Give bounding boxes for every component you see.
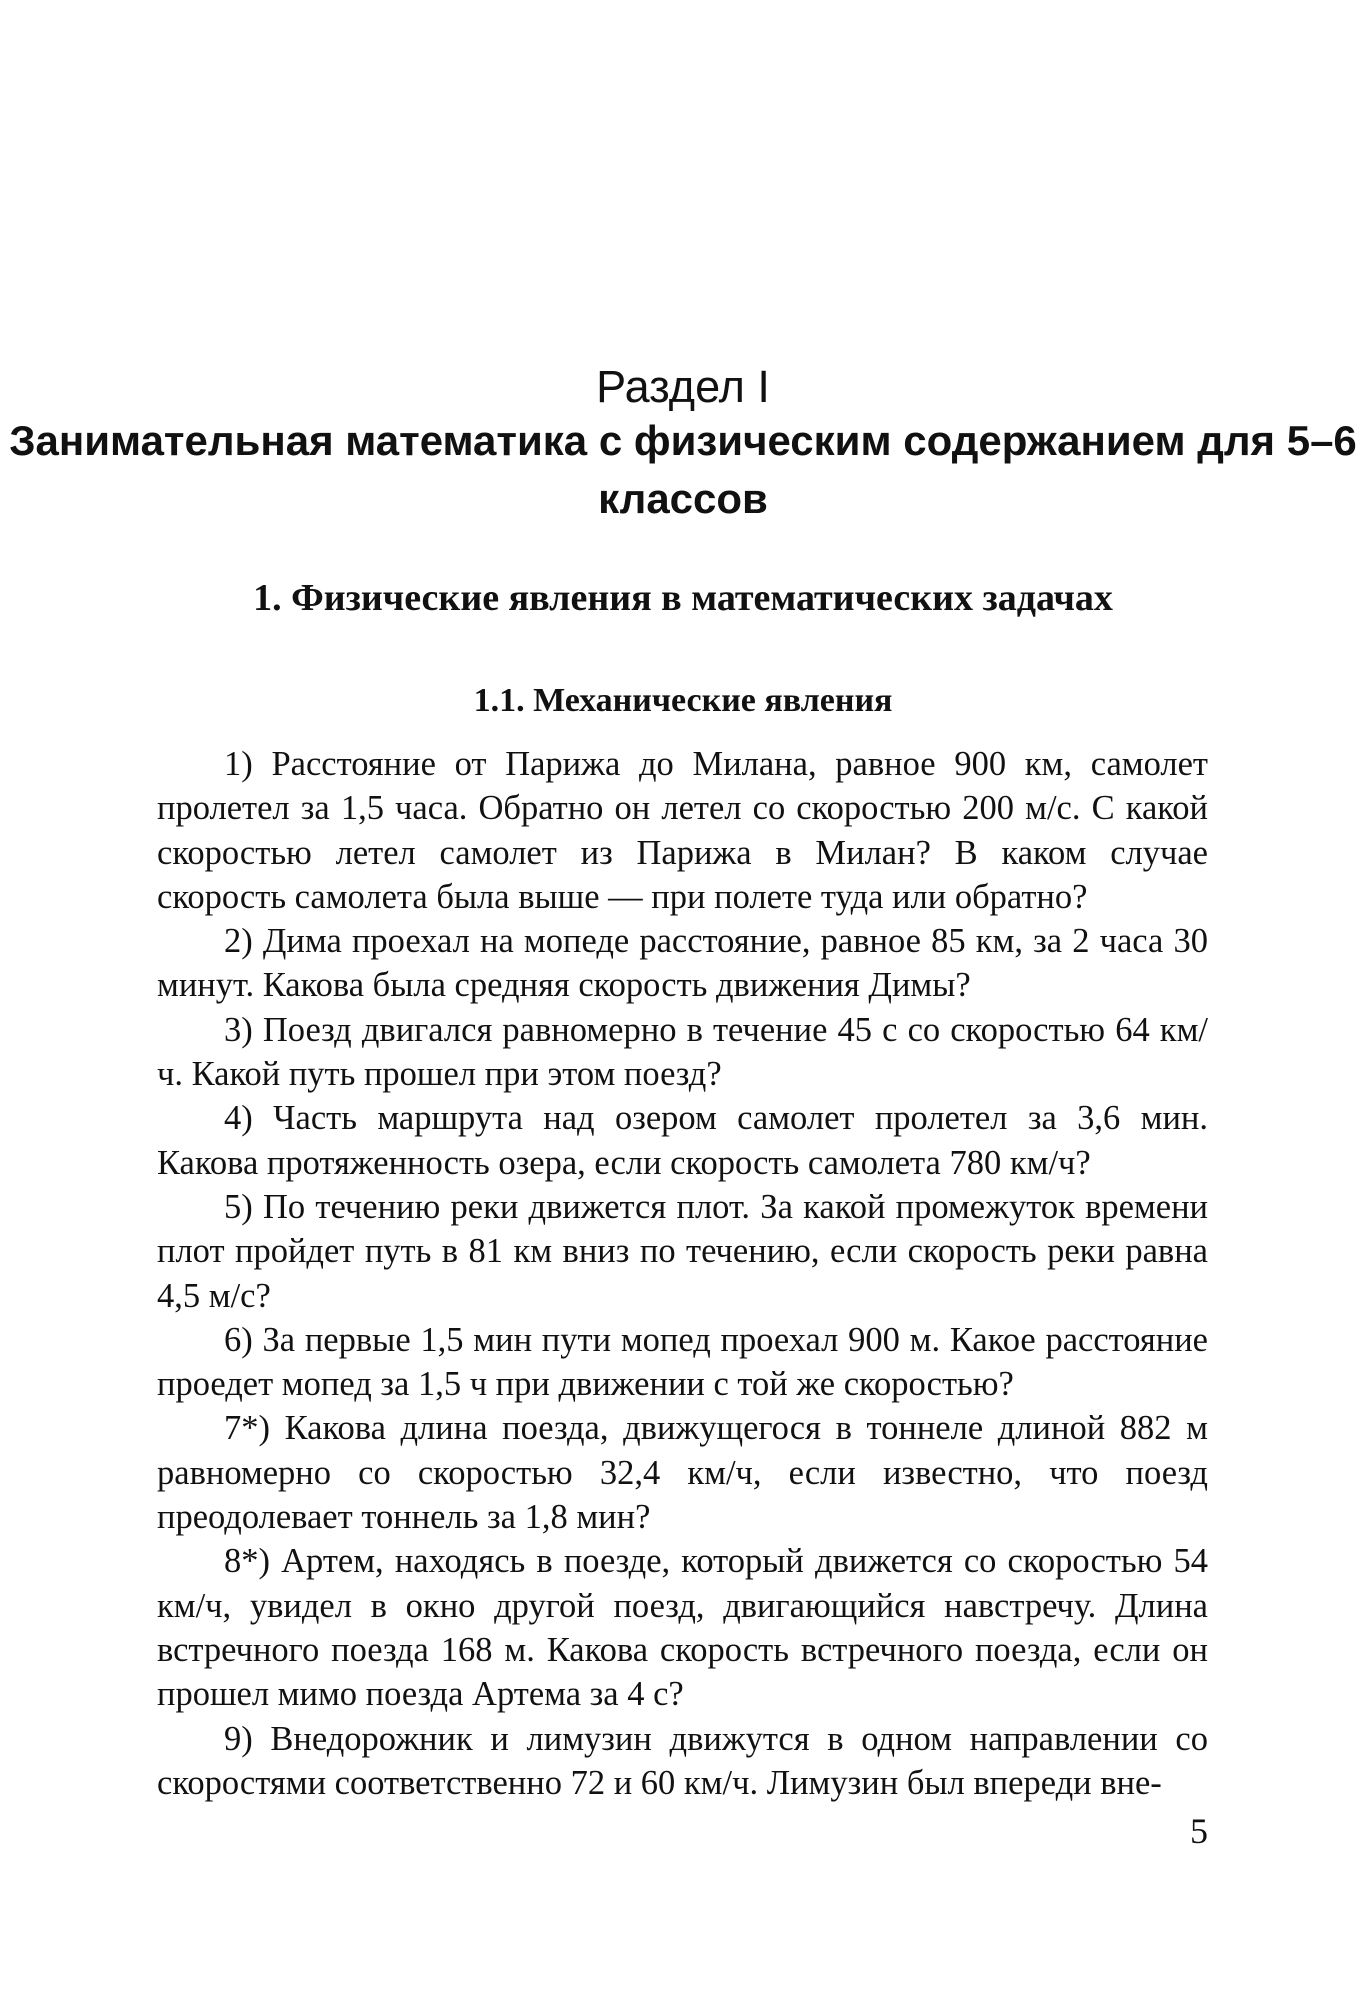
problem-list <box>157 742 1208 1805</box>
problem-paragraph: 5) По течению реки движется плот. За какой промежуток времени плот пройдет путь в 81 км вниз по течению, если скорость реки равна 4,5 м/с? <box>157 1187 1208 1315</box>
problem-paragraph: 3) Поезд двигался равномерно в течение 45 с со скоростью 64 км/ч. Какой путь прошел при этом поезд? <box>157 1010 1208 1094</box>
problem-paragraph: 2) Дима проехал на мопеде расстояние, равное 85 км, за 2 часа 30 минут. Какова была средняя скорость движения Димы? <box>157 922 1208 1005</box>
problem-paragraph: 8*) Артем, находясь в поезде, который движется со скоростью 54 км/ч, увидел в окно другой поезд, двигающийся навстречу. Длина встречного поезда 168 м. Какова скорость встречного поезда, если он прошел мимо поезда Артема за 4 с? <box>157 1542 1208 1714</box>
problem-paragraph: 7*) Какова длина поезда, движущегося в тоннеле длиной 882 м равномерно со скоростью 32,4 км/ч, если известно, что поезд преодолевает тоннель за 1,8 мин? <box>157 1409 1208 1537</box>
problem-paragraph: 1) Расстояние от Парижа до Милана, равное 900 км, самолет пролетел за 1,5 часа. Обратно он летел со скоростью 200 м/с. С какой скоростью летел самолет из Парижа в Милан? В каком случае скорость самолета была выше — при полете туда или обратно? <box>157 745 1208 916</box>
problem-paragraph: 4) Часть маршрута над озером самолет пролетел за 3,6 мин. Какова протяженность озера, если скорость самолета 780 км/ч? <box>157 1099 1208 1182</box>
problem-paragraph: 6) За первые 1,5 мин пути мопед проехал 900 м. Какое расстояние проедет мопед за 1,5 ч при движении с той же скоростью? <box>157 1320 1208 1404</box>
section-label: Раздел I <box>596 361 770 412</box>
section-title: Занимательная математика с физическим содержанием для 5–6 классов <box>9 417 1357 522</box>
page-number: 5 <box>1190 1811 1208 1851</box>
subsection-title: 1.1. Механические явления <box>473 682 893 719</box>
chapter-title: 1. Физические явления в математических задачах <box>253 577 1113 619</box>
problem-paragraph: 9) Внедорожник и лимузин движутся в одном направлении со скоростями соответственно 72 и 60 км/ч. Лимузин был впереди вне- <box>157 1719 1208 1802</box>
